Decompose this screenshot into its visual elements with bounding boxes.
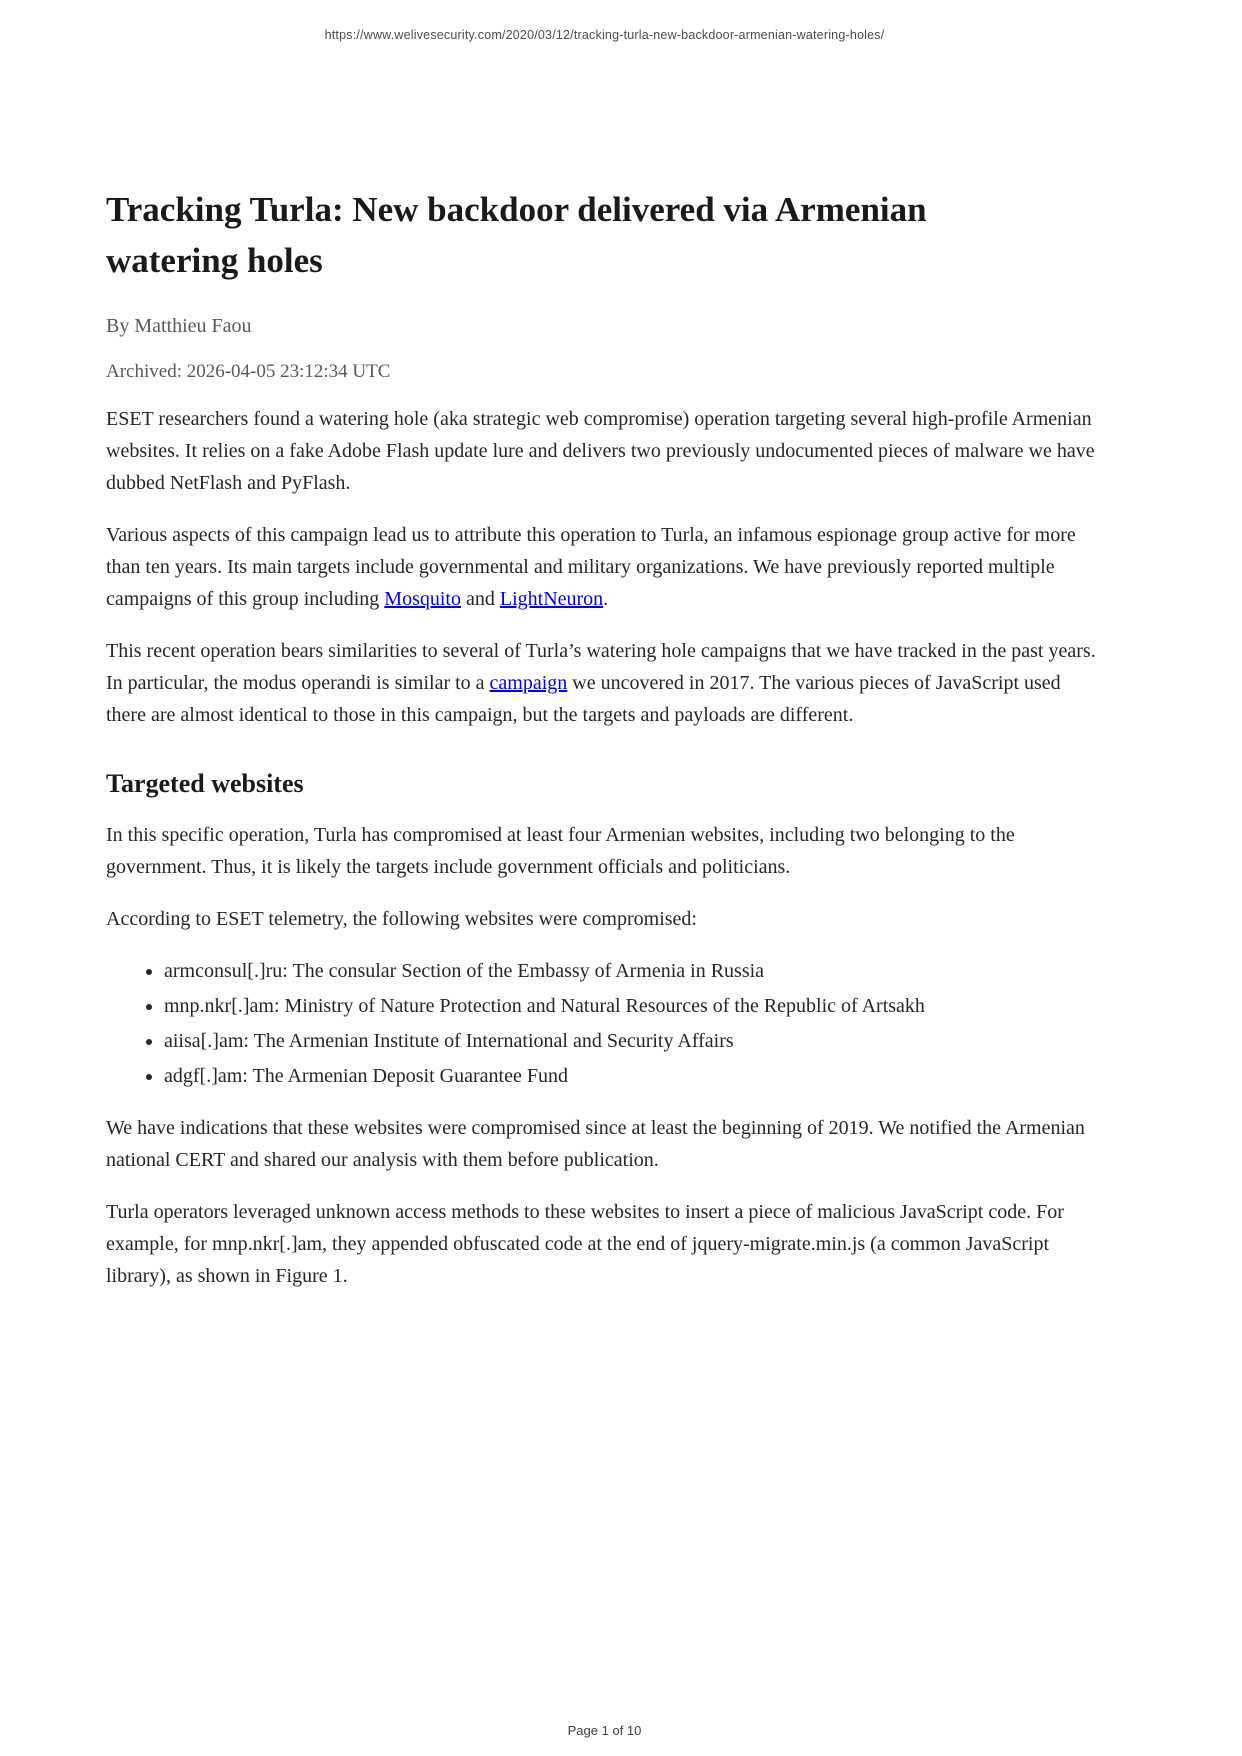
link-mosquito[interactable]: Mosquito <box>384 587 461 610</box>
article-title: Tracking Turla: New backdoor delivered via Armenian watering holes <box>106 190 927 280</box>
paragraph-targeted-3: We have indications that these websites were compromised since at least the beginning of 2019. We notified the Armenian national CERT and shared our analysis with them before publication. <box>106 1116 1085 1171</box>
paragraph-targeted-1: In this specific operation, Turla has compromised at least four Armenian websites, including two belonging to the government. Thus, it is likely the targets include government officials and politicians. <box>106 823 1015 878</box>
paragraph-text: This recent operation bears similarities to several of Turla’s watering hole campaigns that we have tracked in the past years. In particular, the modus operandi is similar to a <box>106 639 1096 694</box>
paragraph-text: Various aspects of this campaign lead us to attribute this operation to Turla, an infamous espionage group active for more than ten years. Its main targets include governmental and military organizations. We have previously reported multiple campaigns of this group including <box>106 523 1076 610</box>
paragraph-targeted-4: Turla operators leveraged unknown access methods to these websites to insert a piece of malicious JavaScript code. For example, for mnp.nkr[.]am, they appended obfuscated code at the end of jquery-migrate.min.js (a common JavaScript library), as shown in Figure 1. <box>106 1200 1064 1287</box>
list-item-armconsul: • armconsul[.]ru: The consular Section of the Embassy of Armenia in Russia <box>164 955 1103 987</box>
paragraph-targeted-2: According to ESET telemetry, the following websites were compromised: <box>106 907 697 930</box>
paragraph-intro-2 <box>106 519 1103 615</box>
section-heading-targeted-websites: Targeted websites <box>106 768 304 798</box>
compromised-websites-list <box>106 955 1103 1092</box>
list-item-mnp-nkr: • mnp.nkr[.]am: Ministry of Nature Protection and Natural Resources of the Republic of Artsakh <box>164 990 1103 1022</box>
page-number: Page 1 of 10 <box>567 1723 642 1738</box>
link-campaign[interactable]: campaign <box>489 671 568 694</box>
article-content <box>106 0 1103 1292</box>
paragraph-text: and <box>460 587 500 610</box>
source-url: https://www.welivesecurity.com/2020/03/12/tracking-turla-new-backdoor-armenian-watering-holes/ <box>324 28 885 42</box>
archived-timestamp: Archived: 2026-04-05 23:12:34 UTC <box>106 360 391 382</box>
paragraph-text: . <box>603 587 609 610</box>
paragraph-intro-3 <box>106 635 1103 731</box>
paragraph-intro-1: ESET researchers found a watering hole (aka strategic web compromise) operation targeting several high-profile Armenian websites. It relies on a fake Adobe Flash update lure and delivers two previously undocumented pieces of malware we have dubbed NetFlash and PyFlash. <box>106 407 1095 494</box>
link-lightneuron[interactable]: LightNeuron <box>499 587 604 610</box>
list-item-aiisa: • aiisa[.]am: The Armenian Institute of International and Security Affairs <box>164 1025 1103 1057</box>
byline: By Matthieu Faou <box>106 314 252 337</box>
paragraph-text: we uncovered in 2017. The various pieces of JavaScript used there are almost identical to those in this campaign, but the targets and payloads are different. <box>106 671 1061 726</box>
list-item-adgf: • adgf[.]am: The Armenian Deposit Guarantee Fund <box>164 1060 1103 1092</box>
